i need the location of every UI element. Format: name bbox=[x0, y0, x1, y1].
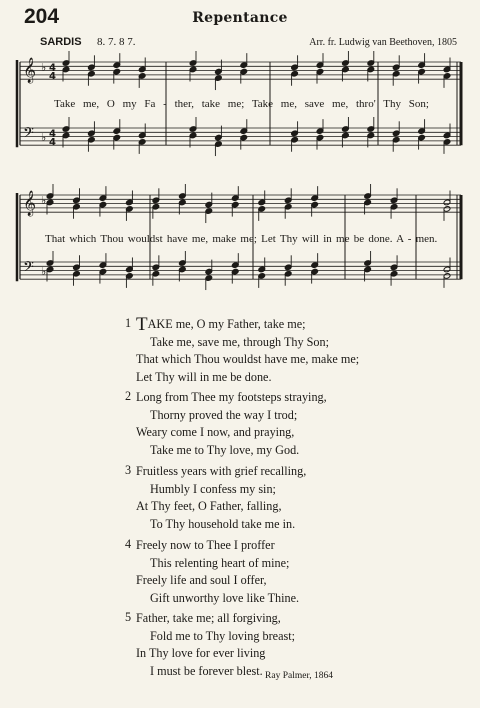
time-signature-top: 4 bbox=[49, 62, 56, 74]
stanza-line: Gift unworthy love like Thine. bbox=[150, 590, 300, 605]
stanza-number: 3 bbox=[125, 463, 132, 477]
stanza-1 bbox=[125, 314, 360, 386]
music-score bbox=[0, 0, 480, 310]
stanza-line: At Thy feet, O Father, falling, bbox=[136, 499, 282, 513]
system1-lyrics: Take me, O my Fa - ther, take me; Take me, save me, thro' Thy Son; bbox=[54, 98, 429, 110]
stanza-line: Fold me to Thy loving breast; bbox=[150, 628, 296, 643]
time-signature-bottom: 4 bbox=[49, 137, 56, 149]
bass-clef-icon: 𝄢 bbox=[23, 259, 34, 279]
stanza-2 bbox=[125, 389, 327, 459]
stanza-line: That which Thou wouldst have me, make me; bbox=[136, 352, 360, 366]
bass-clef-icon: 𝄢 bbox=[23, 125, 34, 145]
stanza-3 bbox=[125, 463, 307, 533]
tune-meter: 8. 7. 8 7. bbox=[97, 36, 136, 48]
stanza-line: Humbly I confess my sin; bbox=[150, 481, 276, 496]
stanza-line: Take me, save me, through Thy Son; bbox=[150, 334, 329, 349]
hymn-number: 204 bbox=[24, 5, 60, 28]
stanza-line: Take me to Thy love, my God. bbox=[150, 442, 300, 457]
hymn-author: Ray Palmer, 1864 bbox=[265, 671, 333, 681]
stanza-line: Let Thy will in me be done. bbox=[136, 369, 272, 384]
stanza-number: 2 bbox=[125, 389, 132, 403]
stanza-line: Weary come I now, and praying, bbox=[136, 425, 295, 439]
stanza-number: 5 bbox=[125, 610, 132, 624]
stanza-line: Freely life and soul I offer, bbox=[136, 573, 267, 587]
flat-icon: ♭ bbox=[41, 61, 47, 74]
stanza-line: This relenting heart of mine; bbox=[150, 555, 290, 570]
stanza-line: Father, take me; all forgiving, bbox=[136, 611, 281, 625]
time-signature-bottom: 4 bbox=[49, 71, 56, 83]
stanza-line: Fruitless years with grief recalling, bbox=[136, 464, 307, 478]
page-title: Repentance bbox=[192, 10, 288, 26]
flat-icon: ♭ bbox=[41, 194, 47, 207]
stanza-number: 4 bbox=[125, 537, 132, 551]
stanza-line: To Thy household take me in. bbox=[150, 516, 296, 531]
stanza-line: Long from Thee my footsteps straying, bbox=[136, 390, 327, 404]
stanza-5 bbox=[125, 610, 296, 680]
time-signature-top: 4 bbox=[49, 128, 56, 140]
tune-name: SARDIS bbox=[40, 36, 82, 48]
tune-credit: Arr. fr. Ludwig van Beethoven, 1805 bbox=[309, 37, 457, 48]
treble-clef-icon: 𝄞 bbox=[23, 191, 37, 216]
stanza-line: Freely now to Thee I proffer bbox=[136, 538, 275, 552]
stanza-line: I must be forever blest. bbox=[150, 663, 263, 678]
stanza-line: Thorny proved the way I trod; bbox=[150, 407, 298, 422]
stanza-number: 1 bbox=[125, 316, 132, 330]
system2-lyrics: That which Thou wouldst have me, make me; Let Thy will in me be done. A - men. bbox=[45, 233, 438, 245]
stanza-line: In Thy love for ever living bbox=[136, 646, 266, 660]
flat-icon: ♭ bbox=[41, 265, 47, 278]
flat-icon: ♭ bbox=[41, 131, 47, 144]
drop-cap: T bbox=[136, 314, 148, 335]
stanza-line: TAKE me, O my Father, take me; bbox=[136, 314, 306, 335]
treble-clef-icon: 𝄞 bbox=[23, 58, 37, 83]
stanza-4 bbox=[125, 537, 300, 607]
